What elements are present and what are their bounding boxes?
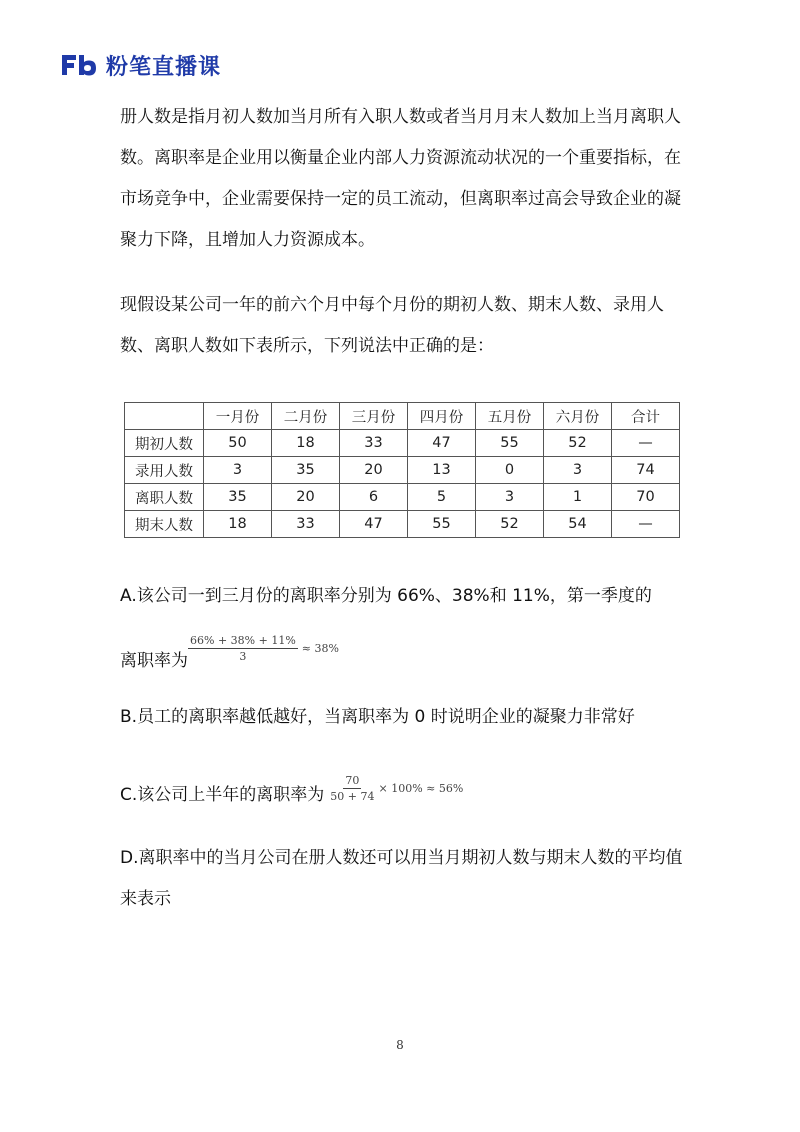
table-cell: 70 [612,484,680,511]
table-cell: 0 [476,457,544,484]
fraction [188,634,298,663]
table-row [125,511,680,538]
table-cell: 3 [476,484,544,511]
table-row-label: 期初人数 [125,430,204,457]
table-header-cell: 合计 [612,403,680,430]
table-cell: 74 [612,457,680,484]
table-cell: 35 [272,457,340,484]
page-number: 8 [396,1038,404,1052]
table-cell: 6 [340,484,408,511]
fraction [330,774,374,803]
table-corner-cell [125,403,204,430]
table-row [125,457,680,484]
table-cell: 18 [272,430,340,457]
table-cell: 50 [204,430,272,457]
table-cell: 52 [544,430,612,457]
table-cell: 33 [340,430,408,457]
table-row-label: 录用人数 [125,457,204,484]
staff-table [124,402,680,538]
table-cell: 5 [408,484,476,511]
option-b-text: B.员工的离职率越低越好，当离职率为 0 时说明企业的凝聚力非常好 [120,707,635,727]
fraction-denominator: 3 [239,650,247,663]
option-a-text: A.该公司一到三月份的离职率分别为 66%、38%和 11%，第一季度的 [120,586,652,606]
table-row [125,430,680,457]
table-cell: 54 [544,511,612,538]
table-cell: 52 [476,511,544,538]
table-cell: 55 [408,511,476,538]
table-cell: 1 [544,484,612,511]
fraction-denominator: 50 + 74 [330,790,375,803]
fraction-numerator: 70 [345,774,360,787]
table-cell: 33 [272,511,340,538]
table-cell: 47 [408,430,476,457]
table-header-cell: 三月份 [340,403,408,430]
table-row-label: 期末人数 [125,511,204,538]
table-cell: 47 [340,511,408,538]
table-cell: 20 [340,457,408,484]
fraction-numerator: 66% + 38% + 11% [190,634,296,647]
table-cell: 3 [204,457,272,484]
option-d-text: D.离职率中的当月公司在册人数还可以用当月期初人数与期末人数的平均值来表示 [120,848,683,909]
table-header-cell: 四月份 [408,403,476,430]
table-cell: — [612,430,680,457]
option-a-label: 离职率为 [120,651,188,671]
fb-logo-icon [58,52,98,78]
table-header-cell: 二月份 [272,403,340,430]
table-row-label: 离职人数 [125,484,204,511]
table-header-cell: 一月份 [204,403,272,430]
table-header-row [125,403,680,430]
option-a-formula [184,634,339,663]
option-c-formula [326,774,463,803]
table-cell: 55 [476,430,544,457]
brand-logo [58,50,221,80]
table-header-cell: 六月份 [544,403,612,430]
formula-result: × 100% ≈ 56% [378,782,464,795]
brand-name: 粉笔直播课 [106,54,222,80]
option-a-formula-line [120,633,339,673]
option-c-formula-line [120,762,463,807]
option-c-label: C.该公司上半年的离职率为 [120,785,325,805]
question-paragraph: 现假设某公司一年的前六个月中每个月份的期初人数、期末人数、录用人数、离职人数如下表所示，下列说法中正确的是： [120,295,664,356]
intro-paragraph: 册人数是指月初人数加当月所有入职人数或者当月月末人数加上当月离职人数。离职率是企业用以衡量企业内部人力资源流动状况的一个重要指标，在市场竞争中，企业需要保持一定的员工流动，但离职率过高会导致企业的凝聚力下降，且增加人力资源成本。 [120,107,681,250]
table-cell: 18 [204,511,272,538]
table-row [125,484,680,511]
table-cell: — [612,511,680,538]
formula-result: ≈ 38% [301,642,339,655]
table-cell: 20 [272,484,340,511]
table-cell: 35 [204,484,272,511]
table-cell: 3 [544,457,612,484]
table-cell: 13 [408,457,476,484]
table-header-cell: 五月份 [476,403,544,430]
